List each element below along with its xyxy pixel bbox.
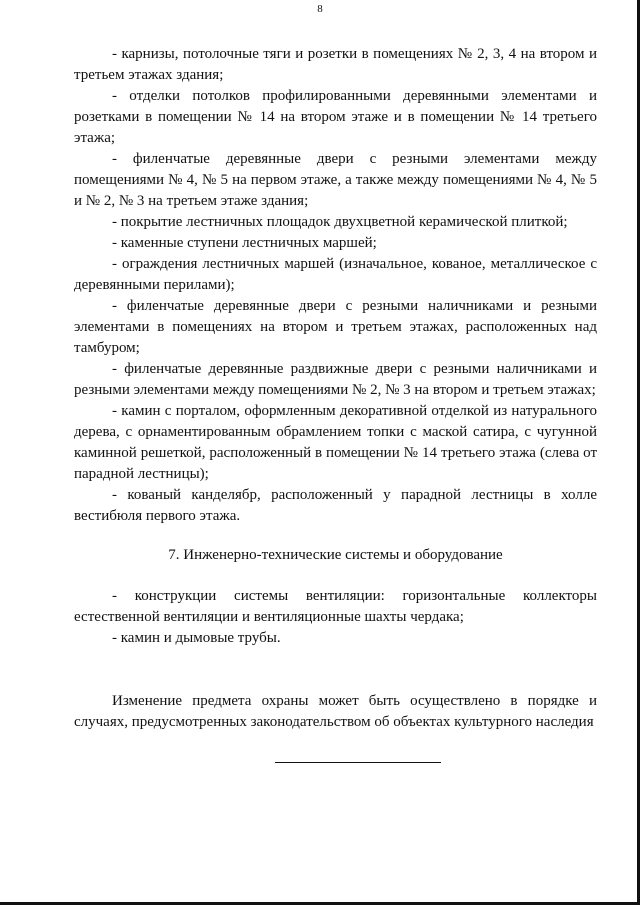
- closing-paragraph: Изменение предмета охраны может быть осуществлено в порядке и случаях, предусмотренных законодательством об объектах культурного наследия: [74, 693, 597, 730]
- list-item: - покрытие лестничных площадок двухцветной керамической плиткой;: [112, 214, 568, 230]
- list-item: - филенчатые деревянные двери с резными наличниками и резными элементами в помещениях на втором и третьем этажах, расположенных над тамбуром;: [74, 298, 597, 356]
- list-item: - кованый канделябр, расположенный у парадной лестницы в холле вестибюля первого этажа.: [74, 487, 597, 524]
- list-item: - филенчатые деревянные раздвижные двери с резными наличниками и резными элементами между помещениями № 2, № 3 на втором и третьем этажах;: [74, 361, 597, 398]
- list-item: - отделки потолков профилированными деревянными элементами и розетками в помещении № 14 на втором этаже и в помещении № 14 третьего этажа;: [74, 88, 597, 146]
- list-item: - ограждения лестничных маршей (изначальное, кованое, металлическое с деревянными перилами);: [74, 256, 597, 293]
- section-items: [74, 586, 597, 649]
- list-item: - каменные ступени лестничных маршей;: [112, 235, 377, 251]
- list-item: - конструкции системы вентиляции: горизонтальные коллекторы естественной вентиляции и вентиляционные шахты чердака;: [74, 588, 597, 625]
- section-title: 7. Инженерно-технические системы и оборудование: [168, 547, 503, 563]
- page-number: 8: [317, 3, 323, 15]
- document-body: [74, 44, 597, 733]
- end-rule: [275, 762, 441, 763]
- list-item: - камин и дымовые трубы.: [112, 630, 281, 646]
- list-item: - карнизы, потолочные тяги и розетки в помещениях № 2, 3, 4 на втором и третьем этажах здания;: [74, 46, 597, 83]
- list-item: - филенчатые деревянные двери с резными элементами между помещениями № 4, № 5 на первом этаже, а также между помещениями № 4, № 5 и № 2, № 3 на третьем этаже здания;: [74, 151, 597, 209]
- list-item: - камин с порталом, оформленным декоративной отделкой из натурального дерева, с орнаментированным обрамлением топки с маской сатира, с чугунной каминной решеткой, расположенный в помещении № 14 третьего этажа (слева от парадной лестницы);: [74, 403, 597, 482]
